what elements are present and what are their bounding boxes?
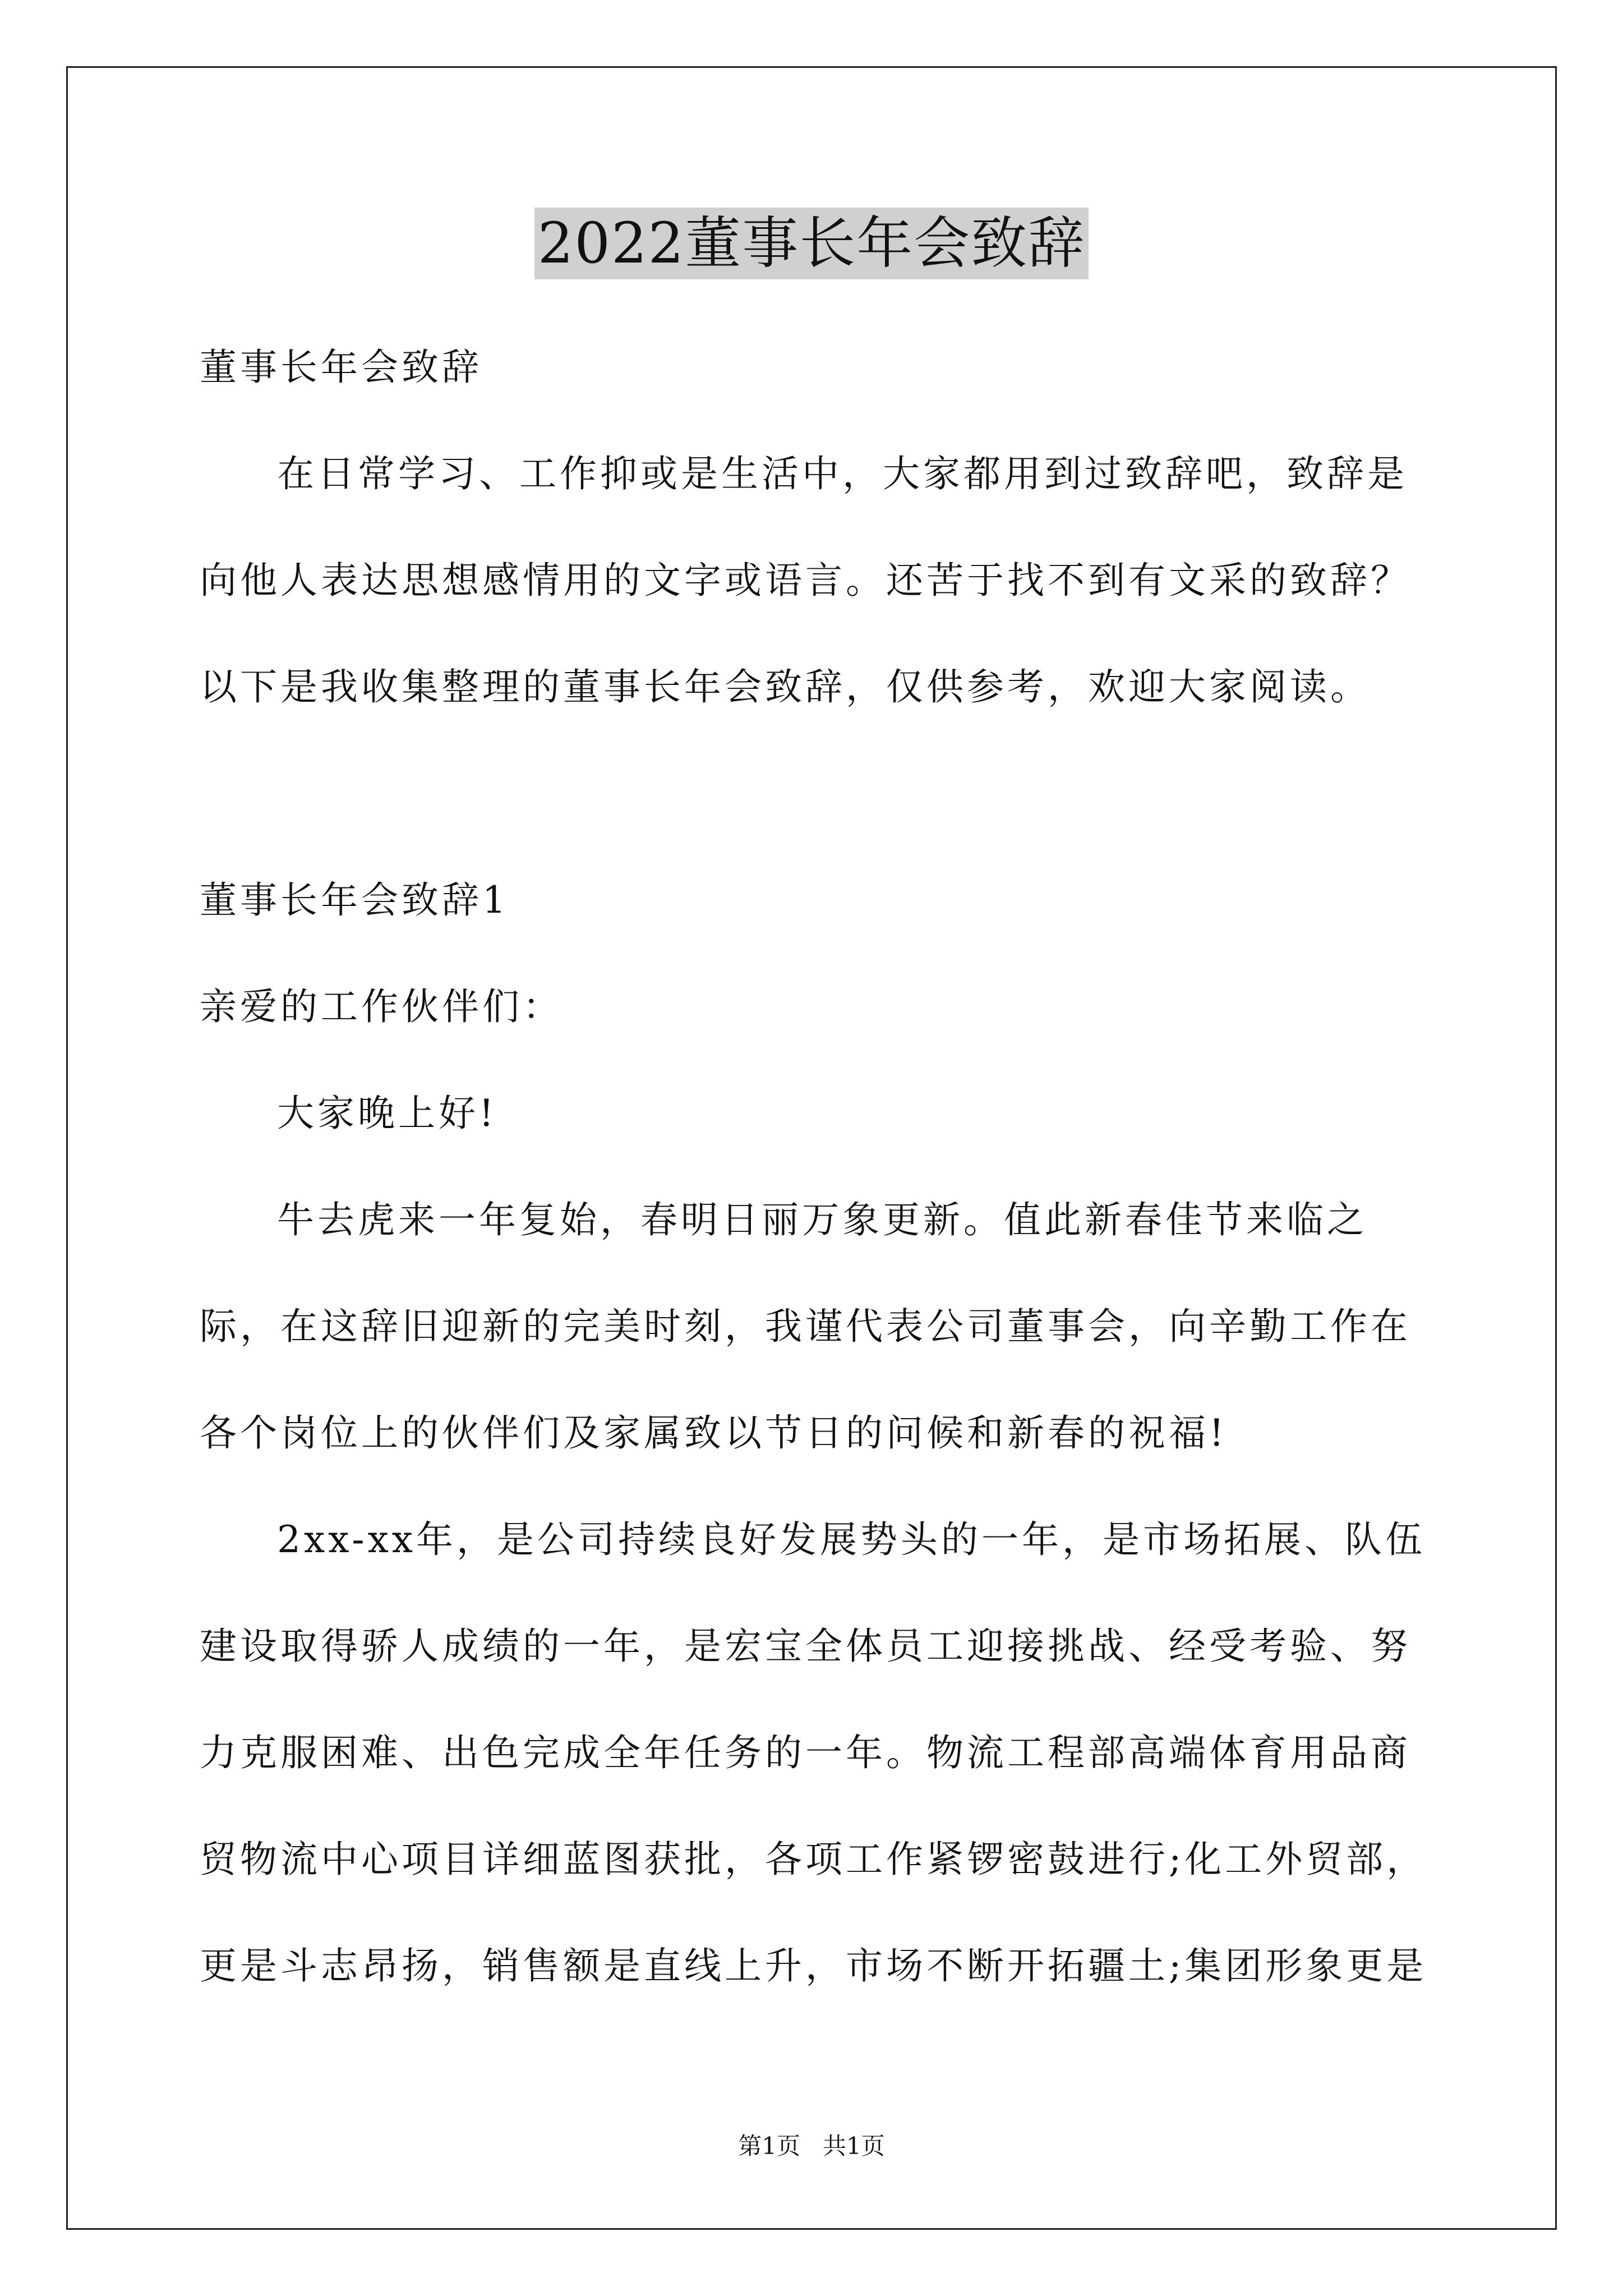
section-heading: 董事长年会致辞1: [200, 878, 509, 922]
paragraph-intro: 在日常学习、工作抑或是生活中，大家都用到过致辞吧，致辞是向他人表达思想感情用的文字或语言。还苦于找不到有文采的致辞？以下是我收集整理的董事长年会致辞，仅供参考，欢迎大家阅读。: [200, 452, 1411, 708]
paragraph-review: 2xx-xx年，是公司持续良好发展势头的一年，是市场拓展、队伍建设取得骄人成绩的一年，是宏宝全体员工迎接挑战、经受考验、努力克服困难、出色完成全年任务的一年。物流工程部高端体育用品商贸物流中心项目详细蓝图获批，各项工作紧锣密鼓进行;化工外贸部，更是斗志昂扬，销售额是直线上升，市场不断开拓疆土;集团形象更是: [200, 1518, 1427, 1987]
title-container: [0, 208, 1623, 279]
paragraph-salutation: 亲爱的工作伙伴们：: [200, 985, 563, 1028]
paragraph-greeting: 大家晚上好!: [277, 1092, 497, 1135]
page-number-current: 第1页: [738, 2132, 800, 2160]
paragraph-new-year: 牛去虎来一年复始，春明日丽万象更新。值此新春佳节来临之际，在这辞旧迎新的完美时刻，我谨代表公司董事会，向辛勤工作在各个岗位上的伙伴们及家属致以节日的问候和新春的祝福!: [200, 1198, 1411, 1455]
page-number-total: 共1页: [823, 2132, 885, 2160]
document-title: 2022董事长年会致辞: [534, 208, 1089, 279]
page-footer: [0, 2131, 1623, 2162]
paragraph-heading: 董事长年会致辞: [200, 346, 482, 389]
document-body: [200, 314, 1433, 2019]
